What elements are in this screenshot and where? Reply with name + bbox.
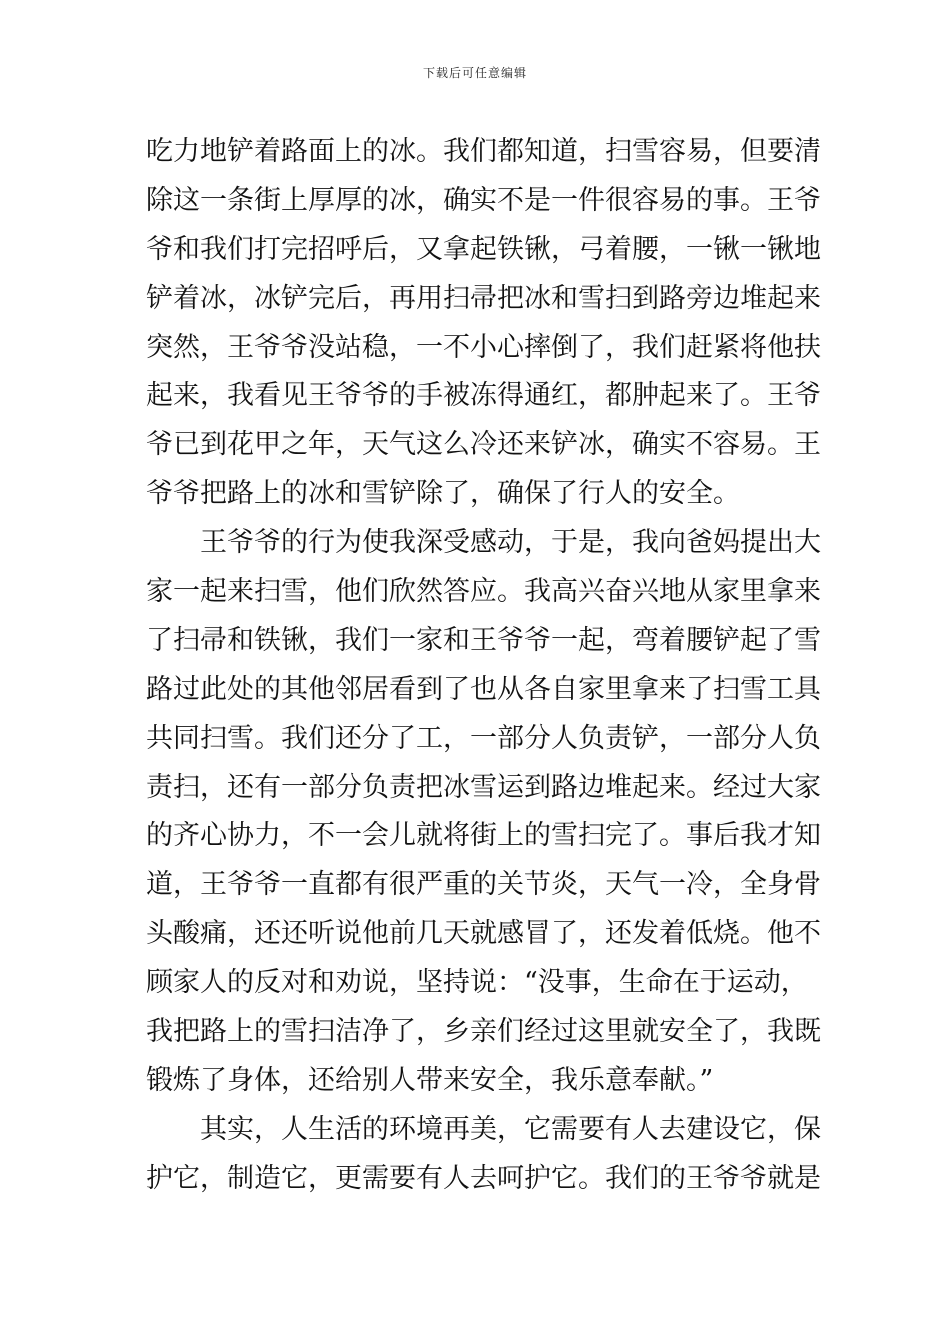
text-line: 爷和我们打完招呼后，又拿起铁锹，弓着腰，一锹一锹地 [146, 233, 821, 265]
text-line: 的齐心协力，不一会儿就将街上的雪扫完了。事后我才知 [146, 820, 821, 852]
text-line: 我把路上的雪扫洁净了，乡亲们经过这里就安全了，我既 [146, 1016, 821, 1048]
text-line: 其实，人生活的环境再美，它需要有人去建设它，保 [200, 1113, 821, 1145]
text-line: 突然，王爷爷没站稳，一不小心摔倒了，我们赶紧将他扶 [146, 331, 821, 363]
page-header: 下载后可任意编辑 [422, 66, 527, 80]
text-line: 家一起来扫雪，他们欣然答应。我高兴奋兴地从家里拿来 [146, 576, 821, 608]
text-line: 顾家人的反对和劝说，坚持说：“没事，生命在于运动， [146, 967, 808, 999]
paragraph-1 [146, 128, 821, 519]
text-line: 道，王爷爷一直都有很严重的关节炎，天气一冷，全身骨 [146, 869, 821, 901]
text-line: 共同扫雪。我们还分了工，一部分人负责铲，一部分人负 [146, 722, 821, 754]
text-line: 了扫帚和铁锹，我们一家和王爷爷一起，弯着腰铲起了雪 [146, 624, 821, 656]
document-body [146, 128, 821, 1204]
text-line: 吃力地铲着路面上的冰。我们都知道，扫雪容易，但要清 [146, 136, 821, 167]
text-line: 锻炼了身体，还给别人带来安全，我乐意奉献。” [146, 1064, 714, 1096]
text-line: 责扫，还有一部分负责把冰雪运到路边堆起来。经过大家 [146, 771, 821, 803]
text-line: 头酸痛，还还听说他前几天就感冒了，还发着低烧。他不 [146, 918, 821, 950]
text-line: 起来，我看见王爷爷的手被冻得通红，都肿起来了。王爷 [146, 380, 821, 412]
text-line: 爷爷把路上的冰和雪铲除了，确保了行人的安全。 [146, 478, 740, 510]
text-line: 铲着冰，冰铲完后，再用扫帚把冰和雪扫到路旁边堆起来 [146, 282, 821, 314]
text-line: 除这一条街上厚厚的冰，确实不是一件很容易的事。王爷 [146, 184, 821, 216]
text-line: 路过此处的其他邻居看到了也从各自家里拿来了扫雪工具 [146, 673, 821, 705]
text-line: 护它，制造它，更需要有人去呵护它。我们的王爷爷就是 [146, 1162, 821, 1194]
paragraph-3 [146, 1106, 821, 1204]
text-line: 爷已到花甲之年，天气这么冷还来铲冰，确实不容易。王 [146, 429, 821, 461]
paragraph-2 [146, 519, 821, 1106]
text-line: 王爷爷的行为使我深受感动，于是，我向爸妈提出大 [200, 527, 821, 559]
